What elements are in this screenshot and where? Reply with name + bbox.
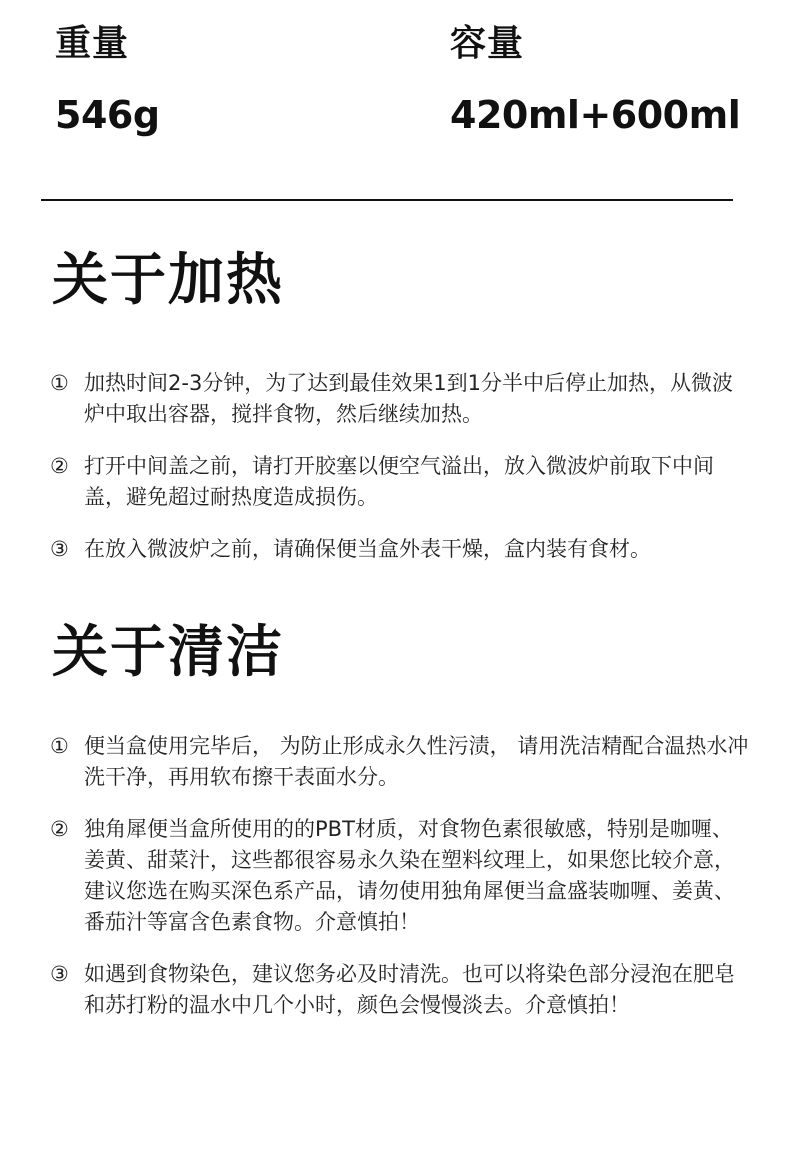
spec-weight-value: 546g [55,93,160,137]
list-item [50,959,750,1021]
item-number: ① [50,371,69,395]
list-item [50,814,750,938]
spec-weight-label: 重量 [55,23,130,64]
item-text: 打开中间盖之前，请打开胶塞以便空气溢出，放入微波炉前取下中间盖，避免超过耐热度造成损伤。 [84,454,714,509]
cleaning-list [50,731,750,1042]
cleaning-title: 关于清洁 [52,620,284,685]
spec-capacity-value: 420ml+600ml [450,93,741,137]
spec-capacity [450,23,741,137]
list-item [50,534,750,565]
list-item [50,731,750,793]
heating-list [50,368,750,586]
heating-title: 关于加热 [52,248,284,313]
divider [41,199,733,201]
item-number: ② [50,817,69,841]
item-number: ① [50,734,69,758]
spec-capacity-label: 容量 [450,23,525,64]
item-text: 如遇到食物染色，建议您务必及时清洗。也可以将染色部分浸泡在肥皂和苏打粉的温水中几个小时，颜色会慢慢淡去。介意慎拍！ [84,962,735,1017]
item-text: 加热时间2-3分钟，为了达到最佳效果1到1分半中后停止加热，从微波炉中取出容器，搅拌食物，然后继续加热。 [84,371,734,426]
item-number: ② [50,454,69,478]
item-text: 便当盒使用完毕后， 为防止形成永久性污渍， 请用洗洁精配合温热水冲洗干净，再用软布擦干表面水分。 [84,734,749,789]
spec-weight [55,23,160,137]
list-item [50,368,750,430]
item-text: 独角犀便当盒所使用的的PBT材质，对食物色素很敏感，特别是咖喱、姜黄、甜菜汁，这些都很容易永久染在塑料纹理上，如果您比较介意，建议您选在购买深色系产品，请勿使用独角犀便当盒盛装咖喱、姜黄、番茄汁等富含色素食物。介意慎拍！ [84,817,735,934]
item-number: ③ [50,537,69,561]
list-item [50,451,750,513]
item-number: ③ [50,962,69,986]
item-text: 在放入微波炉之前，请确保便当盒外表干燥，盒内装有食材。 [84,537,651,561]
